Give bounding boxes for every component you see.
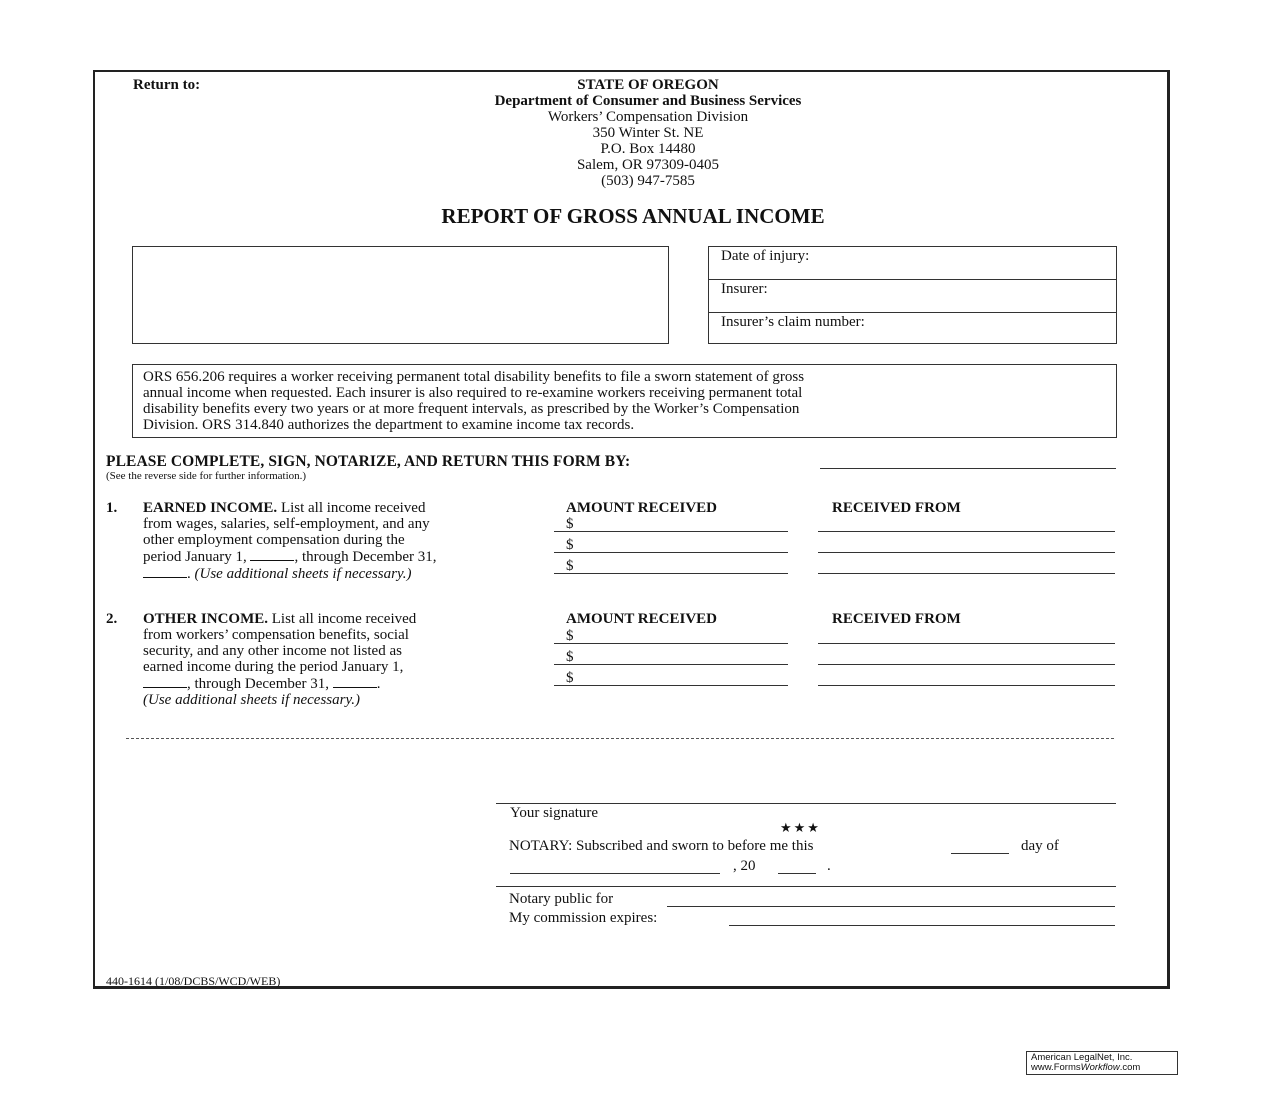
other-amount-field[interactable] xyxy=(554,685,788,686)
year-prefix: , 20 xyxy=(733,858,756,874)
notary-public-label: Notary public for xyxy=(509,891,614,907)
year-suffix: . xyxy=(827,858,831,874)
dollar-sign: $ xyxy=(566,670,574,686)
brand-url-part: www.Forms xyxy=(1031,1062,1081,1073)
other-amount-field[interactable] xyxy=(554,643,788,644)
section1-description xyxy=(143,500,437,582)
phone-number: (503) 947-7585 xyxy=(601,173,695,189)
po-box: P.O. Box 14480 xyxy=(600,141,696,157)
insurer-field[interactable] xyxy=(709,280,1116,313)
notary-statement: NOTARY: Subscribed and sworn to before me this xyxy=(509,838,814,854)
statute-line: ORS 656.206 requires a worker receiving permanent total disability benefits to file a sworn statement of gross xyxy=(143,369,805,385)
notary-month-field[interactable] xyxy=(510,873,720,874)
notary-divider xyxy=(496,886,1116,887)
street-address: 350 Winter St. NE xyxy=(592,125,704,141)
statute-line: annual income when requested. Each insurer is also required to re-examine workers receiving permanent total xyxy=(143,385,803,401)
claim-info-box xyxy=(708,246,1117,344)
division-name: Workers’ Compensation Division xyxy=(547,109,749,125)
date-of-injury-label: Date of injury: xyxy=(721,248,810,264)
brand-name: American LegalNet, Inc. xyxy=(1031,1052,1133,1063)
brand-url-part: .com xyxy=(1119,1062,1141,1073)
section2-number: 2. xyxy=(106,611,118,627)
end-year-blank[interactable] xyxy=(333,675,377,688)
department-name: Department of Consumer and Business Services xyxy=(494,93,802,109)
earned-source-field[interactable] xyxy=(818,531,1115,532)
section1-text: period January 1, xyxy=(143,549,251,565)
section2-note: (Use additional sheets if necessary.) xyxy=(143,692,361,708)
commission-expires-label: My commission expires: xyxy=(509,910,658,926)
signature-field[interactable] xyxy=(496,803,1116,804)
notary-day-field[interactable] xyxy=(951,853,1009,854)
section1-text: other employment compensation during the xyxy=(143,532,405,548)
section1-from-header: RECEIVED FROM xyxy=(832,500,961,516)
notary-public-field[interactable] xyxy=(667,906,1115,907)
start-year-blank[interactable] xyxy=(250,548,294,561)
claim-number-label: Insurer’s claim number: xyxy=(721,314,865,330)
section1-text: from wages, salaries, self-employment, and any xyxy=(143,516,430,532)
section1-text: List all income received xyxy=(277,500,426,516)
section2-text: , through December 31, xyxy=(187,676,333,692)
page-title: REPORT OF GROSS ANNUAL INCOME xyxy=(441,204,825,228)
return-by-instruction: PLEASE COMPLETE, SIGN, NOTARIZE, AND RETURN THIS FORM BY: xyxy=(106,453,631,470)
section1-amount-header: AMOUNT RECEIVED xyxy=(566,500,717,516)
return-by-date-field[interactable] xyxy=(820,468,1116,469)
section2-text: . xyxy=(376,676,381,692)
dollar-sign: $ xyxy=(566,628,574,644)
earned-source-field[interactable] xyxy=(818,552,1115,553)
other-source-field[interactable] xyxy=(818,685,1115,686)
signature-label: Your signature xyxy=(510,805,599,821)
other-source-field[interactable] xyxy=(818,643,1115,644)
return-to-label: Return to: xyxy=(133,77,201,93)
section-divider xyxy=(126,738,1114,739)
section2-description xyxy=(143,611,416,708)
section1-note: (Use additional sheets if necessary.) xyxy=(194,566,412,582)
section2-text: List all income received xyxy=(268,611,417,627)
section2-text: earned income during the period January 1, xyxy=(143,659,404,675)
brand-badge xyxy=(1026,1051,1178,1075)
insurer-label: Insurer: xyxy=(721,281,768,297)
statute-line: disability benefits every two years or at more frequent intervals, as prescribed by the Worker’s Compensation xyxy=(143,401,800,417)
earned-amount-field[interactable] xyxy=(554,552,788,553)
stars-icon: ★★★ xyxy=(780,820,821,835)
earned-source-field[interactable] xyxy=(818,573,1115,574)
section1-text: , through December 31, xyxy=(294,549,437,565)
claim-number-field[interactable] xyxy=(709,313,1116,344)
section2-from-header: RECEIVED FROM xyxy=(832,611,961,627)
section2-amount-header: AMOUNT RECEIVED xyxy=(566,611,717,627)
earned-amount-field[interactable] xyxy=(554,531,788,532)
state-name: STATE OF OREGON xyxy=(577,77,719,93)
section2-heading: OTHER INCOME. xyxy=(143,611,269,627)
commission-expires-field[interactable] xyxy=(729,925,1115,926)
other-source-field[interactable] xyxy=(818,664,1115,665)
worker-address-box[interactable] xyxy=(132,246,669,344)
section1-heading: EARNED INCOME. xyxy=(143,500,278,516)
section2-text: from workers’ compensation benefits, social xyxy=(143,627,409,643)
date-of-injury-field[interactable] xyxy=(709,247,1116,280)
statute-notice xyxy=(132,364,1117,438)
earned-amount-field[interactable] xyxy=(554,573,788,574)
end-year-blank[interactable] xyxy=(143,565,187,578)
dollar-sign: $ xyxy=(566,649,574,665)
statute-line: Division. ORS 314.840 authorizes the department to examine income tax records. xyxy=(143,417,635,433)
other-amount-field[interactable] xyxy=(554,664,788,665)
section1-number: 1. xyxy=(106,500,118,516)
form-id: 440-1614 (1/08/DCBS/WCD/WEB) xyxy=(106,974,281,988)
agency-address xyxy=(398,77,898,189)
dollar-sign: $ xyxy=(566,516,574,532)
section2-text: security, and any other income not listed as xyxy=(143,643,402,659)
notary-year-field[interactable] xyxy=(778,873,816,874)
brand-url-part: Workflow xyxy=(1080,1062,1120,1073)
dollar-sign: $ xyxy=(566,537,574,553)
start-year-blank[interactable] xyxy=(143,675,187,688)
day-of-label: day of xyxy=(1021,838,1059,854)
dollar-sign: $ xyxy=(566,558,574,574)
city-state-zip: Salem, OR 97309-0405 xyxy=(576,157,720,173)
see-reverse-note: (See the reverse side for further information.) xyxy=(106,470,307,482)
section1-text: . xyxy=(187,566,195,582)
